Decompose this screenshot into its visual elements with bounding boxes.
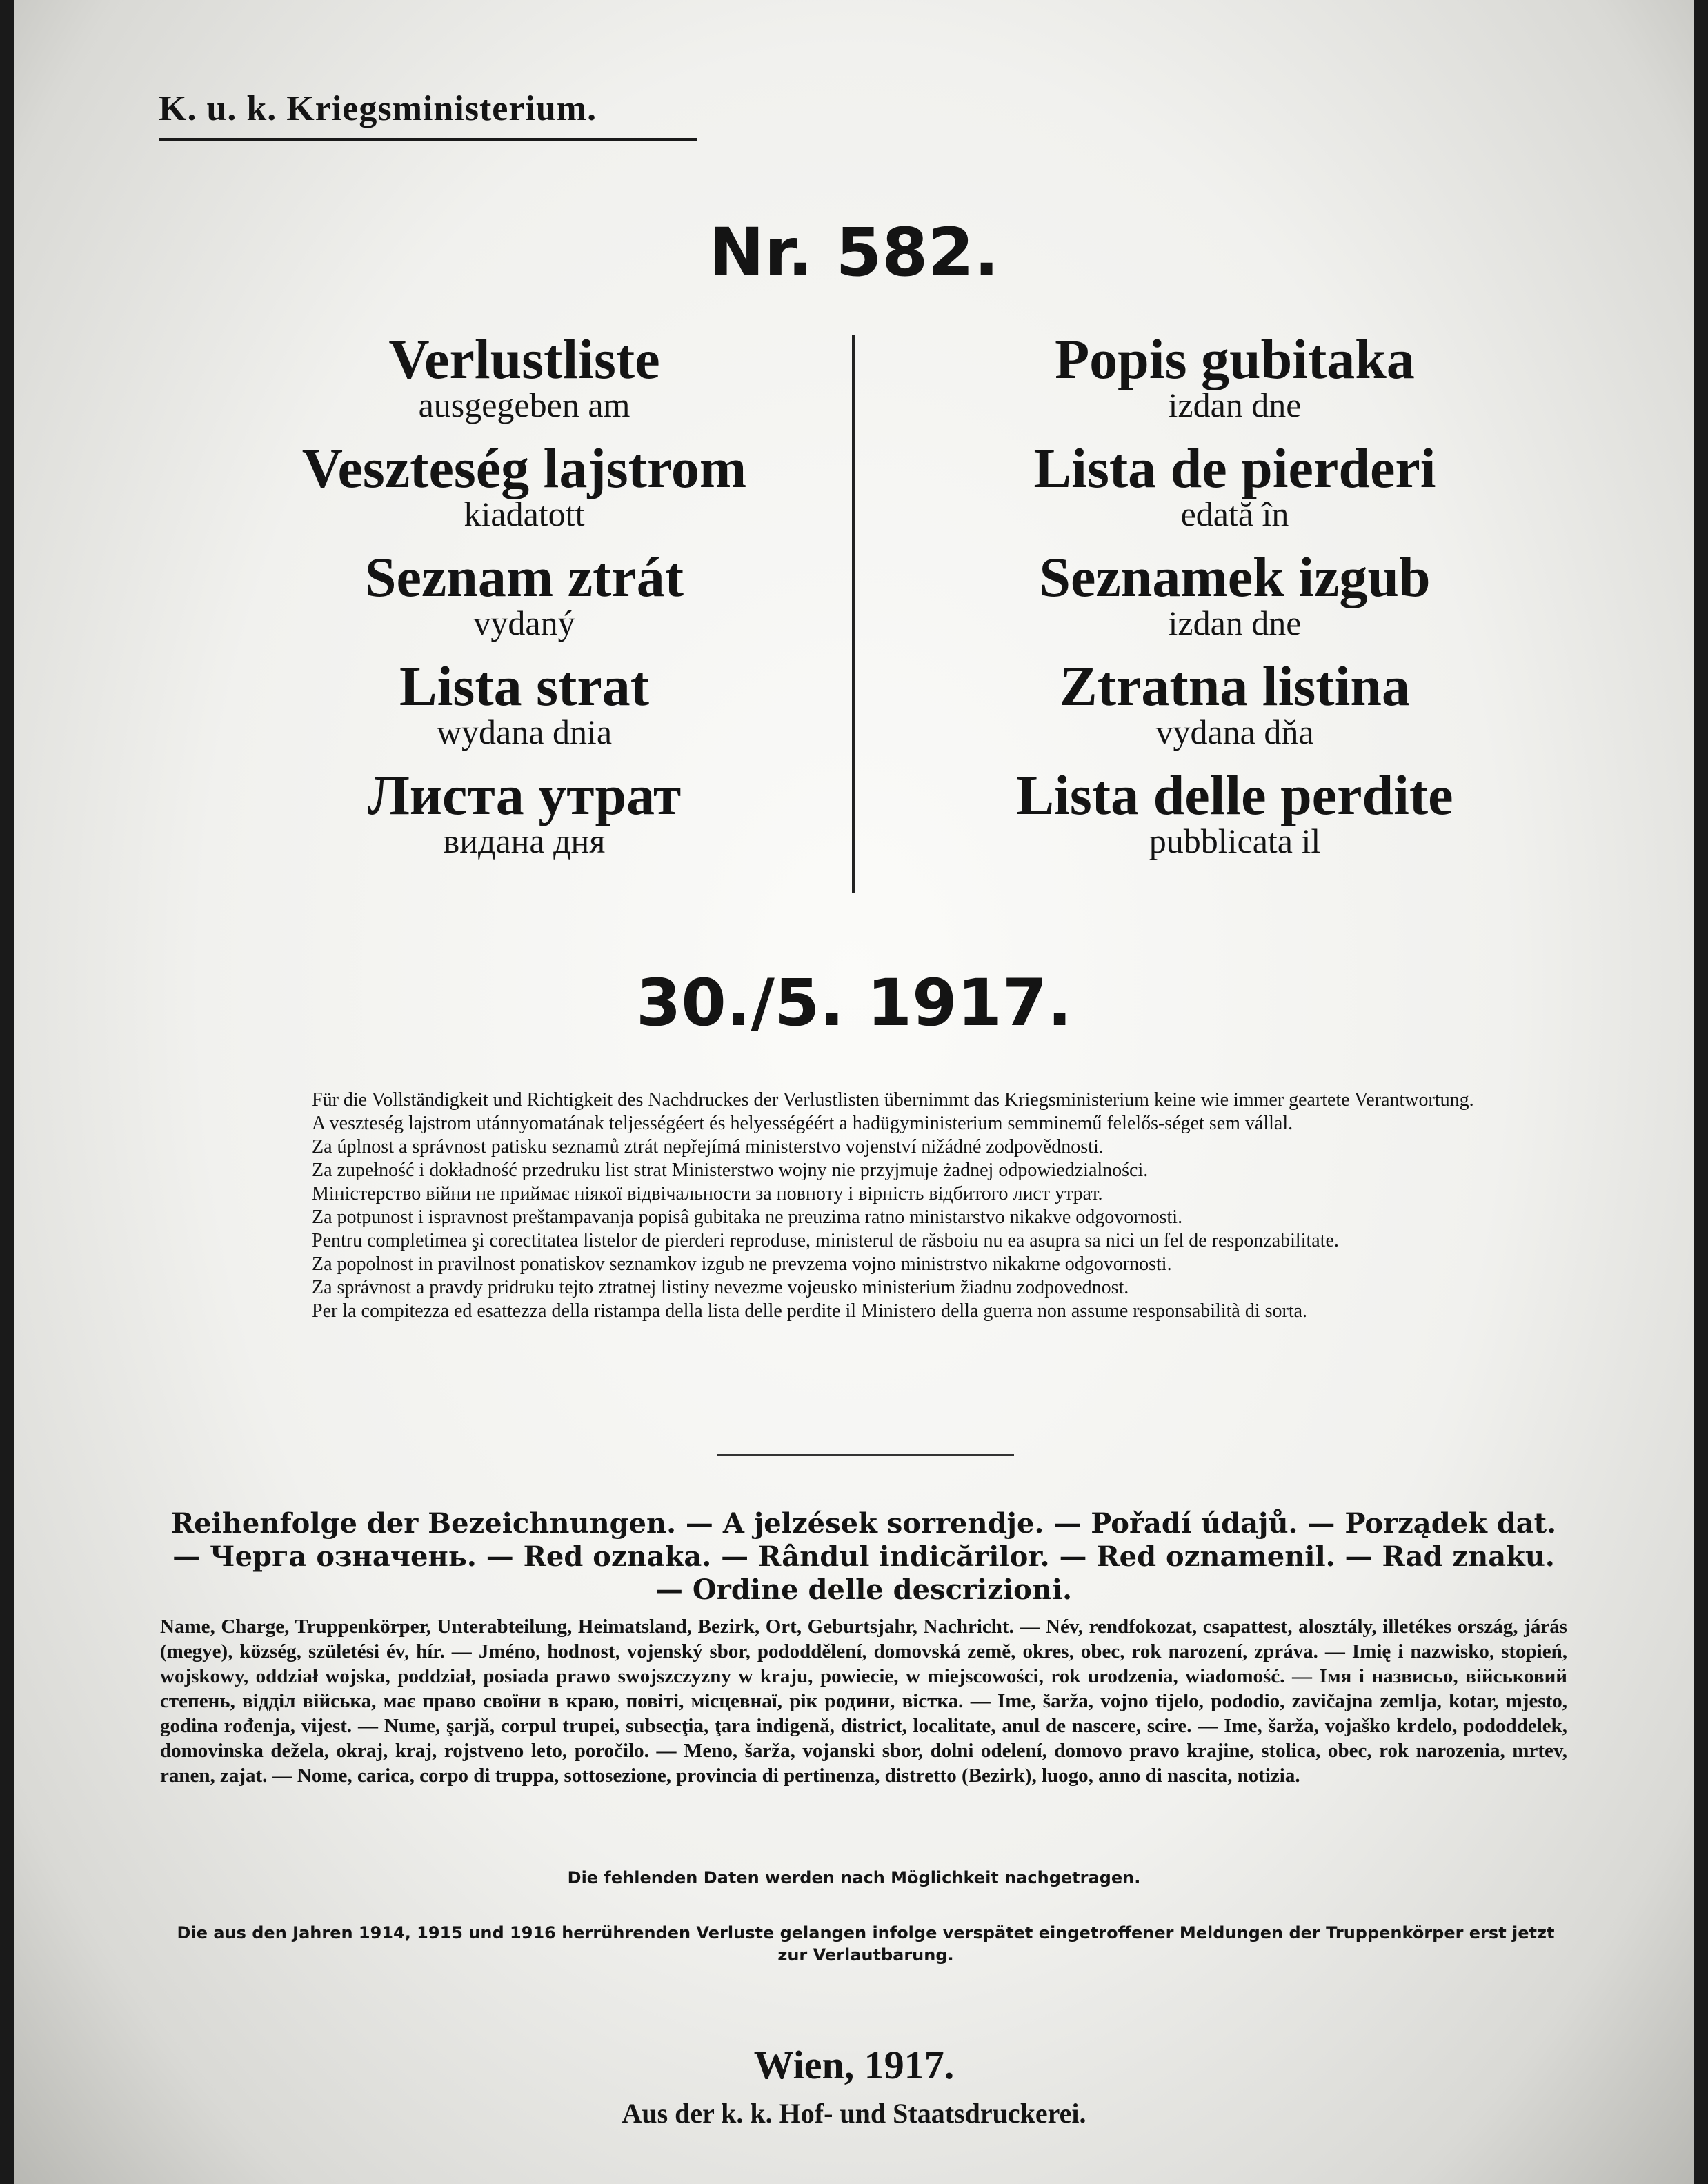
place-year: Wien, 1917. <box>753 2043 955 2087</box>
issued-italian: pubblicata il <box>1149 822 1321 860</box>
title-hungarian: Veszteség lajstrom <box>301 437 747 499</box>
title-slovak: Ztratna listina <box>1060 655 1410 717</box>
issued-croatian: izdan dne <box>1168 386 1302 424</box>
disclaimer-polish: Za zupełność i dokładność przedruku list strat Ministerstwo wojny nie przyjmuje żadnej odpowiedzialności. <box>312 1160 1149 1181</box>
order-description: Name, Charge, Truppenkörper, Unterabteilung, Heimatsland, Bezirk, Ort, Geburtsjahr, Nachricht. — Név, rendfokozat, csapattest, alosztály, illetékes ország, járás (megye), község, születési év, hír. — Jméno, hodnost, vojenský sbor, pododdělení, domovská země, okres, obec, rok narození, zpráva. — Imię i nazwisko, stopień, wojskowy, oddział wojska, poddział, posiada prawo swojszczyzny w kraju, powiecie, w miejscowości, rok urodzenia, wiadomość. — Імя і назвисьо, військовий степень, відділ війська, має право своїни в краю, повіті, місцевнаї, рік родини, вістка. — Ime, šarža, vojno tijelo, pododio, zavičajna zemlja, kotar, mjesto, godina rođenja, vijest. — Nume, şarjă, corpul trupei, subsecţia, ţara indigenă, district, localitate, anul de nascere, scire. — Ime, šarža, vojaško krdelo, pododdelek, domovinska dežela, okraj, kraj, rojstveno leto, poročilo. — Meno, šarža, vojanski sbor, dolni odelení, domovo pravo krajine, stolica, obec, rok narozenia, mrtev, ranen, zajat. — Nome, carica, corpo di truppa, sottosezione, provincia di pertinenza, distretto (Bezirk), luogo, anno di nascita, notizia. <box>160 1616 1567 1787</box>
disclaimer-hungarian: A veszteség lajstrom utánnyomatának teljességéert és helyességéért a hadügyministerium semminemű felelős-séget sem vállal. <box>312 1113 1293 1134</box>
issued-german: ausgegeben am <box>418 386 630 424</box>
disclaimer-czech: Za úplnost a správnost patisku seznamů ztrát nepřejímá ministerstvo vojenství nižádné zodpovědnosti. <box>312 1136 1104 1158</box>
disclaimer-slovak: Za správnost a pravdy pridruku tejto ztratnej listiny nevezme vojeusko ministerium žiadnu zodpovednost. <box>312 1277 1129 1298</box>
ministry-heading: K. u. k. Kriegsministerium. <box>159 89 597 128</box>
disclaimer-ukrainian: Міністерство війни не приймає ніякої відвічальности за повноту і вірність відбитого лист утрат. <box>312 1183 1103 1204</box>
issued-slovak: vydana dňa <box>1155 713 1314 751</box>
disclaimer-romanian: Pentru completimea şi corectitatea listelor de pierderi reproduse, ministerul de răsboiu nu ea asupra sa nici un fel de responzabilitate. <box>312 1230 1339 1251</box>
title-croatian: Popis gubitaka <box>1055 328 1415 390</box>
title-column-right <box>897 328 1573 876</box>
document-page <box>14 0 1694 2184</box>
order-heading: Reihenfolge der Bezeichnungen. — A jelzések sorrendje. — Pořadí údajů. — Porządek dat. — Черга означень. — Red oznaka. — Rândul indicărilor. — Red oznamenil. — Rad znaku. — Ordine delle descrizioni. <box>170 1507 1557 1606</box>
note-delayed-losses: Die aus den Jahren 1914, 1915 und 1916 herrührenden Verluste gelangen infolge verspätet eingetroffener Meldungen der Truppenkörper erst jetzt zur Verlautbarung. <box>177 1923 1555 1965</box>
issued-romanian: edată în <box>1180 495 1289 533</box>
title-polish: Lista strat <box>399 655 650 717</box>
issued-polish: wydana dnia <box>436 713 613 751</box>
issue-date: 30./5. 1917. <box>635 966 1073 1041</box>
title-ukrainian: Листа утрат <box>367 764 682 826</box>
disclaimer-italian: Per la compitezza ed esattezza della ristampa della lista delle perdite il Ministero della guerra non assume responsabilità di sorta. <box>312 1300 1308 1322</box>
issue-number: Nr. 582. <box>708 214 1000 291</box>
disclaimer-croatian: Za potpunost i ispravnost preštampavanja popisâ gubitaka ne preuzima ratno ministarstvo nikakve odgovornosti. <box>312 1207 1183 1228</box>
issued-hungarian: kiadatott <box>464 495 585 533</box>
ministry-underline <box>159 138 697 141</box>
note-missing-data: Die fehlenden Daten werden nach Möglichkeit nachgetragen. <box>567 1868 1141 1887</box>
title-slovenian: Seznamek izgub <box>1039 546 1431 608</box>
printer-imprint: Aus der k. k. Hof- und Staatsdruckerei. <box>622 2098 1086 2129</box>
title-italian: Lista delle perdite <box>1016 764 1453 826</box>
issued-ukrainian: видана дня <box>443 822 606 860</box>
title-german: Verlustliste <box>388 328 660 390</box>
title-column-left <box>200 328 848 876</box>
title-romanian: Lista de pierderi <box>1033 437 1436 499</box>
column-divider <box>852 335 855 893</box>
section-divider <box>717 1454 1014 1456</box>
disclaimer-german: Für die Vollständigkeit und Richtigkeit des Nachdruckes der Verlustlisten übernimmt das Kriegsministerium keine wie immer geartete Verantwortung. <box>312 1089 1474 1111</box>
title-czech: Seznam ztrát <box>364 546 684 608</box>
disclaimer-slovenian: Za popolnost in pravilnost ponatiskov seznamkov izgub ne prevzema vojno ministrstvo nikakrne odgovornosti. <box>312 1253 1172 1275</box>
issued-slovenian: izdan dne <box>1168 604 1302 642</box>
issued-czech: vydaný <box>473 604 575 642</box>
disclaimer-block <box>160 1089 1567 1323</box>
